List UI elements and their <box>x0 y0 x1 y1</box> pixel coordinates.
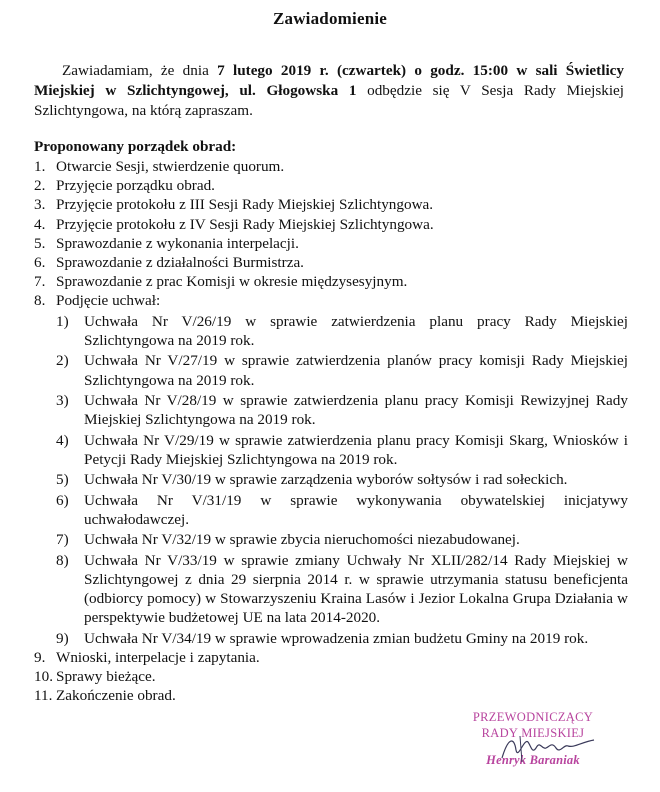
resolution-item <box>34 491 628 529</box>
resolution-text: Uchwała Nr V/31/19 w sprawie wykonywania obywatelskiej inicjatywy uchwałodawczej. <box>84 491 628 528</box>
resolution-item <box>34 391 628 429</box>
resolution-text: Uchwała Nr V/26/19 w sprawie zatwierdzenia planu pracy Rady Miejskiej Szlichtyngowa na 2019 rok. <box>84 312 628 350</box>
resolution-number: 7) <box>56 531 69 549</box>
stamp-line-name: Henryk Baraniak <box>486 753 580 767</box>
intro-text-1: Zawiadamiam, że dnia <box>62 62 218 79</box>
intro-paragraph <box>34 61 624 121</box>
stamp-line-council: RADY MIEJSKIEJ <box>481 726 585 740</box>
agenda-item <box>34 157 628 176</box>
agenda-item-number: 10. <box>34 667 53 685</box>
resolution-text: Uchwała Nr V/34/19 w sprawie wprowadzenia zmian budżetu Gminy na 2019 rok. <box>84 629 589 647</box>
resolution-text: Uchwała Nr V/33/19 w sprawie zmiany Uchwały Nr XLII/282/14 Rady Miejskiej w Szlichtyngowej z dnia 29 sierpnia 2014 r. w sprawie utrzymania statusu beneficjenta (odbiorcy pomocy) w Stowarzyszeniu Kraina Lasów i Jezior Lokalna Grupa Działania w perspektywie budżetowej UE na lata 2014-2020. <box>84 551 628 627</box>
resolution-number: 9) <box>56 629 69 647</box>
resolution-item <box>34 312 628 350</box>
intro-text-bold: 7 lutego 2019 r. (czwartek) o godz. 15:00 w sali Świetlicy Miejskiej w Szlichtyngowej, ul. Głogowska 1 <box>34 62 625 99</box>
resolution-text: Uchwała Nr V/32/19 w sprawie zbycia nieruchomości niezabudowanej. <box>84 531 520 549</box>
agenda-item-number: 1. <box>34 158 46 175</box>
resolution-text: Uchwała Nr V/30/19 w sprawie zarządzenia wyborów sołtysów i rad sołeckich. <box>84 471 568 489</box>
agenda-item-text: Przyjęcie protokołu z IV Sesji Rady Miejskiej Szlichtyngowa. <box>56 215 434 233</box>
agenda-item-number: 7. <box>34 273 46 291</box>
resolution-item <box>34 530 628 549</box>
resolution-list <box>34 312 628 648</box>
stamp-line-title: PRZEWODNICZĄCY <box>472 710 594 724</box>
document-title: Zawiadomienie <box>272 9 388 28</box>
agenda-item-text: Sprawy bieżące. <box>56 667 156 685</box>
agenda-item <box>34 195 628 214</box>
agenda-item-number: 4. <box>34 215 46 233</box>
resolution-number: 1) <box>56 312 69 330</box>
agenda-item <box>34 291 628 310</box>
agenda-item-number: 8. <box>34 292 46 310</box>
agenda-list <box>34 157 628 705</box>
agenda-item-text: Zakończenie obrad. <box>56 687 176 705</box>
agenda-item-text: Sprawozdanie z prac Komisji w okresie międzysesyjnym. <box>56 273 408 291</box>
agenda-title: Proponowany porządek obrad: <box>34 138 237 155</box>
agenda-item-number: 3. <box>34 196 46 214</box>
agenda-item-text: Sprawozdanie z wykonania interpelacji. <box>56 234 299 252</box>
resolution-item <box>34 551 628 628</box>
resolution-number: 3) <box>56 392 69 409</box>
resolution-number: 4) <box>56 431 69 449</box>
agenda-item-text: Przyjęcie porządku obrad. <box>56 177 215 195</box>
resolution-item <box>34 629 628 648</box>
agenda-item-text: Sprawozdanie z działalności Burmistrza. <box>56 254 304 272</box>
resolution-item <box>34 351 628 389</box>
agenda-item-text: Podjęcie uchwał: <box>56 292 161 310</box>
resolution-text: Uchwała Nr V/27/19 w sprawie zatwierdzenia planów pracy komisji Rady Miejskiej Szlichtyngowa na 2019 rok. <box>84 352 628 389</box>
resolution-item <box>34 470 628 489</box>
handwritten-signature <box>498 728 608 768</box>
agenda-item-text: Przyjęcie protokołu z III Sesji Rady Miejskiej Szlichtyngowa. <box>56 196 434 214</box>
resolution-text: Uchwała Nr V/28/19 w sprawie zatwierdzenia planu pracy Komisji Rewizyjnej Rady Miejskiej Szlichtyngowa na 2019 rok. <box>84 392 628 429</box>
agenda-item <box>34 648 628 667</box>
agenda-item-number: 6. <box>34 254 46 272</box>
agenda-item <box>34 234 628 253</box>
agenda-item-number: 2. <box>34 177 46 195</box>
resolution-text: Uchwała Nr V/29/19 w sprawie zatwierdzenia planu pracy Komisji Skarg, Wniosków i Petycji Rady Miejskiej Szlichtyngowa na 2019 rok. <box>84 431 628 468</box>
agenda-item <box>34 686 628 705</box>
agenda-item <box>34 215 628 234</box>
agenda-item-number: 9. <box>34 648 46 666</box>
agenda-item-number: 11. <box>34 687 53 705</box>
agenda-item-number: 5. <box>34 234 46 252</box>
resolution-number: 6) <box>56 491 69 509</box>
resolution-number: 8) <box>56 551 69 569</box>
agenda-item <box>34 272 628 291</box>
resolution-number: 5) <box>56 471 69 489</box>
resolution-number: 2) <box>56 352 69 370</box>
agenda-item-text: Wnioski, interpelacje i zapytania. <box>56 648 260 666</box>
resolution-item <box>34 431 628 469</box>
intro-text-3: odbędzie się V Sesja Rady Miejskiej Szlichtyngowa, na którą zapraszam. <box>34 82 624 119</box>
agenda-item <box>34 176 628 195</box>
agenda-item-text: Otwarcie Sesji, stwierdzenie quorum. <box>56 158 285 175</box>
agenda-item <box>34 667 628 686</box>
agenda-item <box>34 253 628 272</box>
